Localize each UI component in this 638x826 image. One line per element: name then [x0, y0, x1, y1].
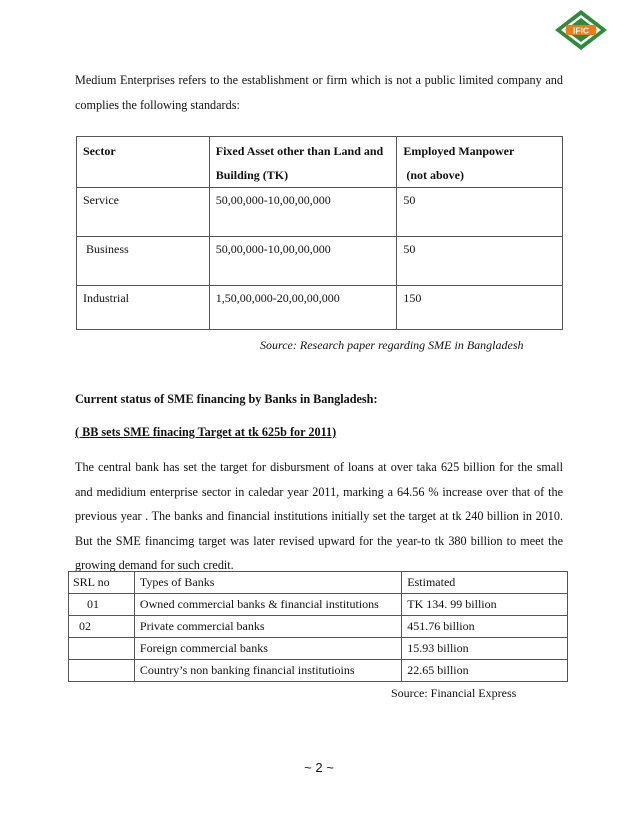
source-note-research: Source: Research paper regarding SME in Bangladesh [260, 338, 524, 352]
table-row [77, 237, 563, 286]
table-header-row [77, 137, 563, 188]
cell-estimated: 15.93 billion [402, 638, 568, 660]
section-subheading: ( BB sets SME finacing Target at tk 625b for 2011) [75, 425, 337, 439]
table-row [69, 638, 568, 660]
header-asset-line1: Fixed Asset other than Land and [215, 144, 384, 158]
cell-estimated: 451.76 billion [402, 616, 568, 638]
table-header-row [69, 572, 568, 594]
cell-srl: 02 [69, 616, 135, 638]
cell-sector: Business [77, 237, 210, 286]
cell-estimated: TK 134. 99 billion [402, 594, 568, 616]
cell-sector: Service [77, 188, 210, 237]
cell-bank-type: Private commercial banks [134, 616, 401, 638]
page-number: ~ 2 ~ [304, 760, 334, 775]
table-row [69, 616, 568, 638]
ific-logo [553, 8, 609, 52]
header-estimated: Estimated [402, 572, 568, 594]
header-asset-line2: Building (TK) [215, 168, 289, 182]
cell-estimated: 22.65 billion [402, 660, 568, 682]
header-sector: Sector [77, 137, 210, 188]
body-paragraph: The central bank has set the target for disbursment of loans at over taka 625 billion for the small and medidium enterprise sector in caledar year 2011, marking a 64.56 % increase over that of the previous year . The banks and financial institutions initially set the target at tk 240 billion in 2010. But the SME financimg target was later revised upward for the year-to tk 380 billion to meet the growing demand for such credit. [75, 460, 563, 573]
cell-manpower: 150 [397, 286, 563, 330]
header-manpower-line1: Employed Manpower [403, 144, 515, 158]
medium-enterprise-table [76, 136, 563, 330]
header-manpower [397, 137, 563, 188]
cell-bank-type: Country’s non banking financial institutioins [134, 660, 401, 682]
header-fixed-asset [209, 137, 397, 188]
cell-bank-type: Owned commercial banks & financial institutions [134, 594, 401, 616]
cell-asset: 50,00,000-10,00,00,000 [209, 188, 397, 237]
cell-sector: Industrial [77, 286, 210, 330]
intro-paragraph: Medium Enterprises refers to the establishment or firm which is not a public limited company and complies the following standards: [75, 73, 563, 112]
cell-manpower: 50 [397, 188, 563, 237]
cell-manpower: 50 [397, 237, 563, 286]
cell-srl: 01 [69, 594, 135, 616]
cell-asset: 50,00,000-10,00,00,000 [209, 237, 397, 286]
header-bank-type: Types of Banks [134, 572, 401, 594]
header-srl: SRL no [69, 572, 135, 594]
cell-bank-type: Foreign commercial banks [134, 638, 401, 660]
table-row [77, 286, 563, 330]
svg-text:IFIC: IFIC [572, 25, 590, 36]
cell-srl [69, 660, 135, 682]
cell-asset: 1,50,00,000-20,00,00,000 [209, 286, 397, 330]
table-row [77, 188, 563, 237]
cell-srl [69, 638, 135, 660]
bank-targets-table [68, 571, 568, 682]
source-note-financial-express: Source: Financial Express [391, 686, 517, 700]
table-row [69, 594, 568, 616]
header-manpower-line2: (not above) [406, 168, 464, 182]
section-heading: Current status of SME financing by Banks in Bangladesh: [75, 392, 378, 406]
table-row [69, 660, 568, 682]
